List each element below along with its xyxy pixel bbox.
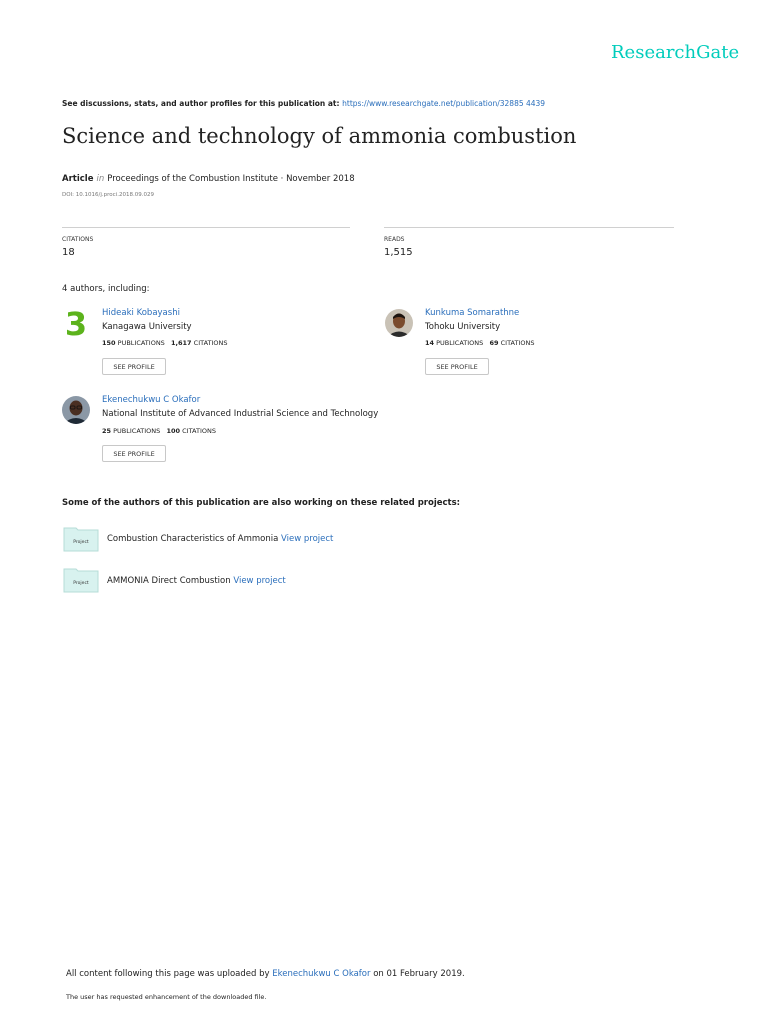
author-name-link[interactable]: Kunkuma Somarathne	[425, 308, 520, 318]
number-avatar-icon	[62, 308, 90, 338]
project-item	[107, 576, 286, 586]
publications-label: PUBLICATIONS	[113, 427, 161, 435]
publication-url-link[interactable]: https://www.researchgate.net/publication/32885 4439	[342, 99, 546, 108]
publications-count: 25	[102, 427, 112, 435]
avatar-placeholder[interactable]	[62, 308, 90, 338]
see-profile-button[interactable]: SEE PROFILE	[102, 358, 166, 375]
person-photo-icon	[385, 309, 413, 337]
project-folder-icon[interactable]	[63, 567, 99, 593]
citations-label: CITATIONS	[500, 339, 535, 347]
project-icon-label: Project	[73, 581, 89, 586]
see-profile-button[interactable]: SEE PROFILE	[102, 445, 166, 462]
upload-suffix: on 01 February 2019.	[373, 969, 465, 979]
citations-count: 18	[62, 247, 75, 258]
author-stats	[102, 339, 228, 347]
uploader-link[interactable]: Ekenechukwu C Okafor	[272, 969, 371, 979]
doi-text: DOI: 10.1016/j.proci.2018.09.029	[62, 192, 154, 198]
person-photo-icon	[62, 396, 90, 424]
publications-label: PUBLICATIONS	[117, 339, 165, 347]
see-profile-button[interactable]: SEE PROFILE	[425, 358, 489, 375]
author-name-link[interactable]: Hideaki Kobayashi	[102, 308, 180, 318]
author-avatar[interactable]	[385, 309, 413, 337]
venue-date: Proceedings of the Combustion Institute · November 2018	[107, 174, 355, 184]
reads-label: READS	[384, 236, 405, 243]
project-item	[107, 534, 333, 544]
author-avatar[interactable]	[62, 396, 90, 424]
author-name-link[interactable]: Ekenechukwu C Okafor	[102, 395, 201, 405]
enhancement-note: The user has requested enhancement of the downloaded file.	[66, 993, 267, 1001]
view-project-link[interactable]: View project	[281, 534, 334, 544]
author-stats	[425, 339, 534, 347]
project-name: AMMONIA Direct Combustion	[107, 576, 231, 586]
publications-label: PUBLICATIONS	[436, 339, 484, 347]
project-icon-label: Project	[73, 540, 89, 545]
upload-prefix: All content following this page was uploaded by	[66, 969, 270, 979]
related-projects-heading: Some of the authors of this publication are also working on these related projects:	[62, 498, 461, 508]
citations-count: 1,617	[171, 339, 192, 347]
article-type: Article	[62, 174, 94, 184]
view-project-link[interactable]: View project	[233, 576, 286, 586]
publications-count: 14	[425, 339, 435, 347]
publications-count: 150	[102, 339, 116, 347]
author-stats	[102, 427, 216, 435]
researchgate-logo[interactable]: ResearchGate	[611, 42, 740, 63]
author-institution: Tohoku University	[425, 322, 501, 332]
page-title: Science and technology of ammonia combustion	[62, 124, 577, 148]
reads-divider	[384, 227, 674, 228]
discussion-text: See discussions, stats, and author profiles for this publication at:	[62, 99, 340, 108]
avatar-digit: 3	[64, 308, 88, 338]
project-name: Combustion Characteristics of Ammonia	[107, 534, 279, 544]
citations-label: CITATIONS	[182, 427, 216, 435]
authors-heading: 4 authors, including:	[62, 284, 150, 294]
upload-info	[66, 969, 465, 979]
citations-divider	[62, 227, 350, 228]
author-institution: Kanagawa University	[102, 322, 192, 332]
citations-label: CITATIONS	[62, 236, 94, 243]
discussion-line	[62, 99, 545, 108]
in-word: in	[96, 174, 105, 184]
citations-label: CITATIONS	[193, 339, 228, 347]
citations-count: 100	[166, 427, 181, 435]
citations-count: 69	[489, 339, 499, 347]
author-institution: National Institute of Advanced Industrial Science and Technology	[102, 409, 379, 419]
project-folder-icon[interactable]	[63, 526, 99, 552]
reads-count: 1,515	[384, 247, 413, 258]
article-meta-line	[62, 174, 355, 184]
